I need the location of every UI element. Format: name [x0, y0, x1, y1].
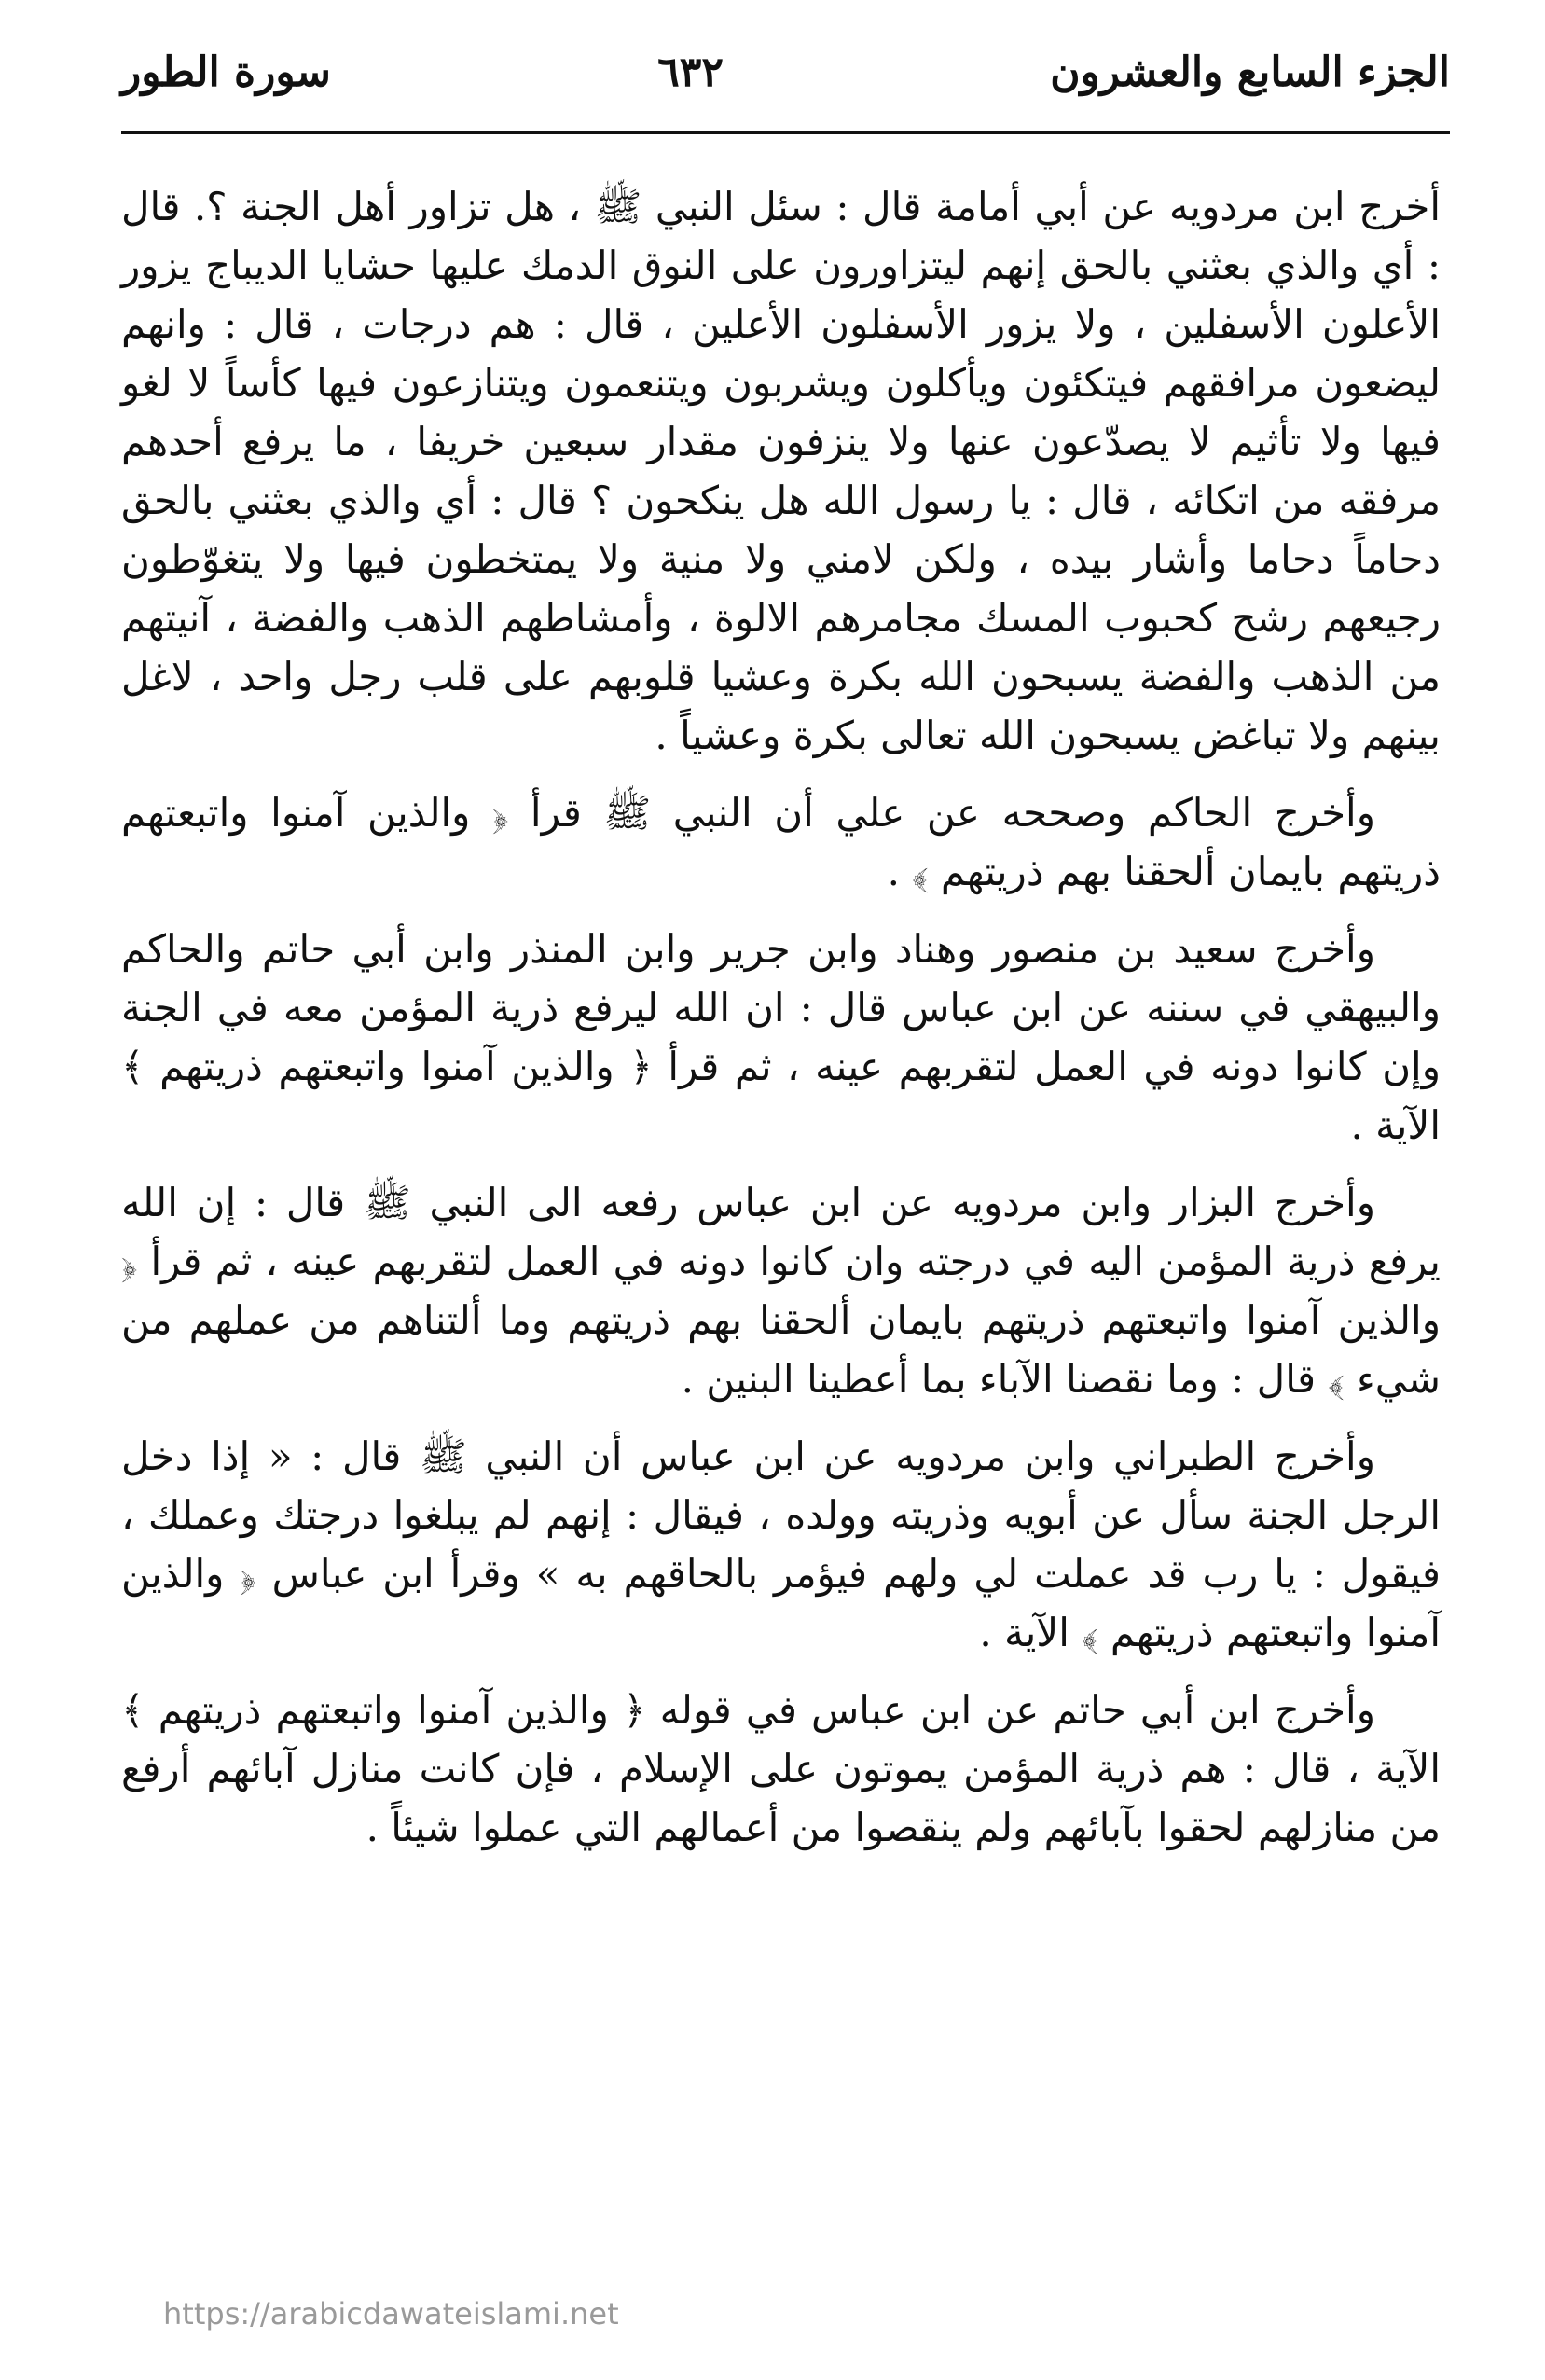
paragraph-3: وأخرج سعيد بن منصور وهناد وابن جرير وابن المنذر وابن أبي حاتم والحاكم والبيهقي في سننه عن ابن عباس قال : ان الله ليرفع ذرية المؤمن معه في الجنة وإن كانوا دونه في العمل لتقربهم عينه ، ثم قرأ ﴿ والذين آمنوا واتبعتهم ذريتهم ﴾ الآية .: [121, 926, 1441, 1148]
watermark-url: https://arabicdawateislami.net: [163, 2296, 619, 2332]
surah-title: سورة الطور: [121, 48, 331, 96]
paragraph-6: وأخرج ابن أبي حاتم عن ابن عباس في قوله ﴿ والذين آمنوا واتبعتهم ذريتهم ﴾ الآية ، قال : هم ذرية المؤمن يموتون على الإسلام ، فإن كانت منازل آبائهم أرفع من منازلهم لحقوا بآبائهم ولم ينقصوا من أعمالهم التي عملوا شيئاً .: [121, 1687, 1441, 1850]
paragraph-1: أخرج ابن مردويه عن أبي أمامة قال : سئل النبي ﷺ ، هل تزاور أهل الجنة ؟. قال : أي والذي بعثني بالحق إنهم ليتزاورون على النوق الدمك عليها حشايا الديباج يزور الأعلون الأسفلين ، ولا يزور الأسفلون الأعلين ، قال : هم درجات ، قال : وانهم ليضعون مرافقهم فيتكئون ويأكلون ويشربون ويتنعمون ويتنازعون فيها كأساً لا لغو فيها ولا تأثيم لا يصدّعون عنها ولا ينزفون مقدار سبعين خريفا ، ما يرفع أحدهم مرفقه من اتكائه ، قال : يا رسول الله هل ينكحون ؟ قال : أي والذي بعثني بالحق دحاماً دحاما وأشار بيده ، ولكن لامني ولا منية ولا يمتخطون فيها ولا يتغوّطون رجيعهم رشح كحبوب المسك مجامرهم الالوة ، وأمشاطهم الذهب والفضة ، آنيتهم من الذهب والفضة يسبحون الله بكرة وعشيا قلوبهم على قلب رجل واحد ، لاغل بينهم ولا تباغض يسبحون الله تعالى بكرة وعشياً .: [121, 184, 1441, 758]
header-divider: [121, 131, 1450, 134]
paragraph-2: وأخرج الحاكم وصححه عن علي أن النبي ﷺ قرأ ﴿ والذين آمنوا واتبعتهم ذريتهم بايمان ألحقنا بهم ذريتهم ﴾ .: [121, 790, 1441, 894]
page-header: [121, 35, 1450, 110]
paragraph-5: وأخرج الطبراني وابن مردويه عن ابن عباس أن النبي ﷺ قال : « إذا دخل الرجل الجنة سأل عن أبويه وذريته وولده ، فيقال : إنهم لم يبلغوا درجتك وعملك ، فيقول : يا رب قد عملت لي ولهم فيؤمر بالحاقهم به » وقرأ ابن عباس ﴿ والذين آمنوا واتبعتهم ذريتهم ﴾ الآية .: [121, 1433, 1441, 1655]
page-number: ٦٣٢: [657, 48, 724, 96]
page-body: [121, 177, 1441, 1875]
paragraph-4: وأخرج البزار وابن مردويه عن ابن عباس رفعه الى النبي ﷺ قال : إن الله يرفع ذرية المؤمن اليه في درجته وان كانوا دونه في العمل لتقربهم عينه ، ثم قرأ ﴿ والذين آمنوا واتبعتهم ذريتهم بايمان ألحقنا بهم ذريتهم وما ألتناهم من عملهم من شيء ﴾ قال : وما نقصنا الآباء بما أعطينا البنين .: [121, 1180, 1441, 1402]
juz-title: الجزء السابع والعشرون: [1050, 48, 1450, 96]
